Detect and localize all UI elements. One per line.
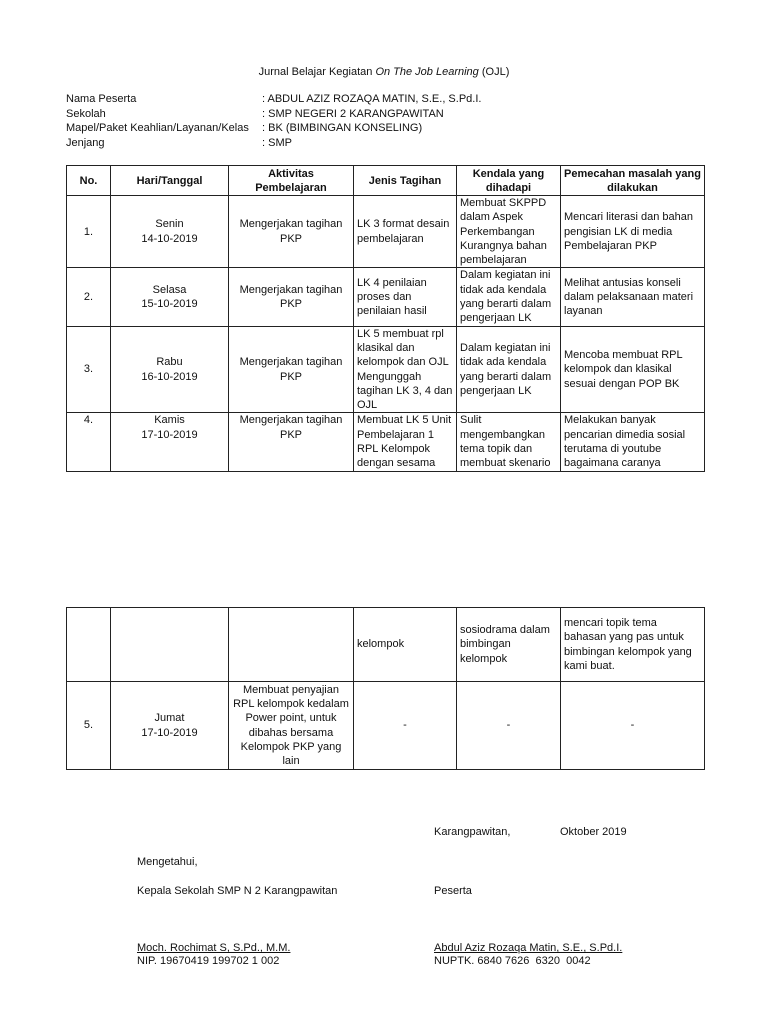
cell-aktivitas: Mengerjakan tagihan PKP <box>229 413 354 471</box>
cell-day: Selasa <box>152 283 187 296</box>
header-hari-tanggal: Hari/Tanggal <box>111 166 229 196</box>
cell-no: 4. <box>67 413 111 471</box>
cell-tagihan: - <box>354 682 457 770</box>
cell-hari-tanggal <box>111 326 229 413</box>
cell-date: 17-10-2019 <box>141 726 198 739</box>
cell-day: Senin <box>155 218 184 231</box>
table-row <box>67 682 705 770</box>
cell-tagihan: Membuat LK 5 Unit Pembelajaran 1 RPL Kelompok dengan sesama <box>354 413 457 471</box>
cell-date: 15-10-2019 <box>141 298 198 311</box>
cell-aktivitas: Mengerjakan tagihan PKP <box>229 268 354 326</box>
cell-tagihan: LK 5 membuat rpl klasikal dan kelompok dan OJL Mengunggah tagihan LK 3, 4 dan OJL <box>354 326 457 413</box>
cell-hari-tanggal <box>111 196 229 268</box>
table-header-row <box>67 166 705 196</box>
cell-pemecahan: mencari topik tema bahasan yang pas untuk bimbingan kelompok yang kami buat. <box>561 608 705 682</box>
title-prefix: Jurnal Belajar Kegiatan <box>258 66 376 78</box>
cell-tagihan: LK 3 format desain pembelajaran <box>354 196 457 268</box>
cell-no <box>67 608 111 682</box>
cell-no: 3. <box>67 326 111 413</box>
document-title <box>0 66 768 78</box>
cell-tagihan: kelompok <box>354 608 457 682</box>
header-pemecahan: Pemecahan masalah yang dilakukan <box>561 166 705 196</box>
table-row <box>67 196 705 268</box>
cell-kendala: Membuat SKPPD dalam Aspek Perkembangan Kurangnya bahan pembelajaran <box>457 196 561 268</box>
header-no: No. <box>67 166 111 196</box>
cell-pemecahan: - <box>561 682 705 770</box>
info-row <box>66 92 481 107</box>
cell-aktivitas: Mengerjakan tagihan PKP <box>229 326 354 413</box>
cell-aktivitas <box>229 608 354 682</box>
table-row <box>67 608 705 682</box>
signature-date: Oktober 2019 <box>560 826 627 838</box>
cell-day: Kamis <box>154 414 185 427</box>
info-value: : ABDUL AZIZ ROZAQA MATIN, S.E., S.Pd.I. <box>262 93 482 105</box>
cell-day: Jumat <box>154 712 185 725</box>
cell-pemecahan: Melakukan banyak pencarian dimedia sosial terutama di youtube bagaimana caranya <box>561 413 705 471</box>
participant-role: Peserta <box>434 885 472 897</box>
table-row <box>67 268 705 326</box>
title-italic: On The Job Learning <box>375 66 479 78</box>
cell-tagihan: LK 4 penilaian proses dan penilaian hasil <box>354 268 457 326</box>
cell-kendala: sosiodrama dalam bimbingan kelompok <box>457 608 561 682</box>
participant-nuptk: NUPTK. 6840 7626 6320 0042 <box>434 955 591 967</box>
cell-kendala: - <box>457 682 561 770</box>
info-label: Jenjang <box>66 136 105 149</box>
header-kendala: Kendala yang dihadapi <box>457 166 561 196</box>
title-suffix: (OJL) <box>478 66 510 78</box>
cell-kendala: Dalam kegiatan ini tidak ada kendala yang berarti dalam pengerjaan LK <box>457 268 561 326</box>
info-value: : BK (BIMBINGAN KONSELING) <box>262 122 423 134</box>
principal-nip: NIP. 19670419 199702 1 002 <box>137 955 280 967</box>
header-jenis-tagihan: Jenis Tagihan <box>354 166 457 196</box>
cell-day: Rabu <box>156 356 183 369</box>
cell-date: 16-10-2019 <box>141 370 198 383</box>
cell-no: 5. <box>67 682 111 770</box>
cell-date: 14-10-2019 <box>141 232 198 245</box>
cell-hari-tanggal <box>111 413 229 471</box>
mengetahui-label: Mengetahui, <box>137 856 198 868</box>
principal-name: Moch. Rochimat S, S.Pd., M.M. <box>137 942 291 954</box>
journal-table <box>66 165 705 472</box>
journal-table-continued <box>66 607 705 770</box>
cell-aktivitas: Membuat penyajian RPL kelompok kedalam Power point, untuk dibahas bersama Kelompok PKP yang lain <box>229 682 354 770</box>
cell-no: 1. <box>67 196 111 268</box>
info-value: : SMP <box>262 136 292 149</box>
cell-pemecahan: Melihat antusias konseli dalam pelaksanaan materi layanan <box>561 268 705 326</box>
info-label: Nama Peserta <box>66 93 137 105</box>
cell-date: 17-10-2019 <box>141 428 198 441</box>
participant-name: Abdul Aziz Rozaqa Matin, S.E., S.Pd.I. <box>434 942 623 954</box>
participant-info <box>66 92 481 150</box>
info-label: Mapel/Paket Keahlian/Layanan/Kelas <box>66 122 249 134</box>
principal-role: Kepala Sekolah SMP N 2 Karangpawitan <box>137 885 338 897</box>
cell-hari-tanggal <box>111 268 229 326</box>
cell-kendala: Dalam kegiatan ini tidak ada kendala yang berarti dalam pengerjaan LK <box>457 326 561 413</box>
cell-no: 2. <box>67 268 111 326</box>
info-label: Sekolah <box>66 107 106 120</box>
info-value: : SMP NEGERI 2 KARANGPAWITAN <box>262 107 444 120</box>
signature-place: Karangpawitan, <box>434 826 511 838</box>
cell-pemecahan: Mencoba membuat RPL kelompok dan klasikal sesuai dengan POP BK <box>561 326 705 413</box>
table-row <box>67 413 705 471</box>
table-row <box>67 326 705 413</box>
info-row <box>66 107 481 122</box>
cell-hari-tanggal <box>111 682 229 770</box>
cell-kendala: Sulit mengembangkan tema topik dan membuat skenario <box>457 413 561 471</box>
info-row <box>66 136 481 151</box>
cell-pemecahan: Mencari literasi dan bahan pengisian LK di media Pembelajaran PKP <box>561 196 705 268</box>
cell-hari-tanggal <box>111 608 229 682</box>
cell-aktivitas: Mengerjakan tagihan PKP <box>229 196 354 268</box>
info-row <box>66 121 481 136</box>
header-aktivitas: Aktivitas Pembelajaran <box>229 166 354 196</box>
